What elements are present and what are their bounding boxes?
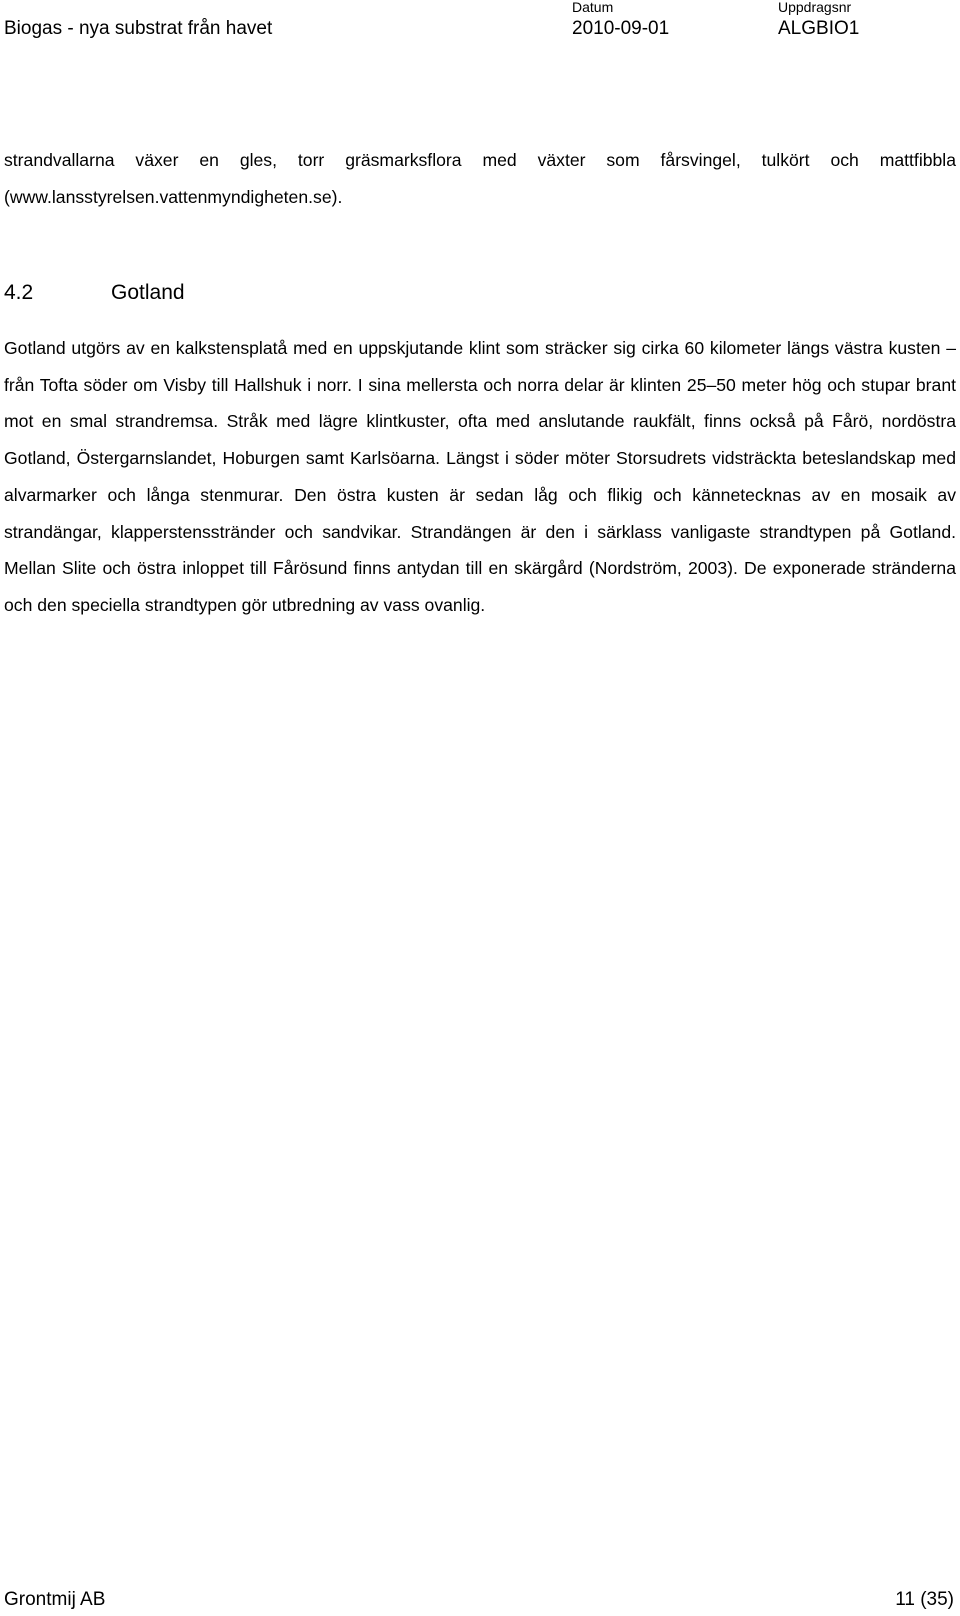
section-number: 4.2 [4,281,34,304]
paragraph-gotland: Gotland utgörs av en kalkstensplatå med en uppskjutande klint som sträcker sig cirka 60 kilometer längs västra kusten – från Tofta söder om Visby till Hallshuk i norr. I sina mellersta och norra delar är klinten 25–50 meter hög och stupar brant mot en smal strandremsa. Stråk med lägre klintkuster, ofta med anslutande raukfält, finns också på Fårö, nordöstra Gotland, Östergarnslandet, Hoburgen samt Karlsöarna. Längst i söder möter Storsudrets vidsträckta beteslandskap med alvarmarker och långa stenmurar. Den östra kusten är sedan låg och flikig och kännetecknas av en mosaik av strandängar, klapperstensstränder och sandvikar. Strandängen är den i särklass vanligaste strandtypen på Gotland. Mellan Slite och östra inloppet till Fårösund finns antydan till en skärgård (Nordström, 2003). De exponerade stränderna och den speciella strandtypen gör utbredning av vass ovanlig. [4,338,956,615]
date-label: Datum [572,0,614,15]
footer-page-number: 11 (35) [895,1589,954,1610]
section-title: Gotland [111,281,185,304]
assignment-label: Uppdragsnr [778,0,852,15]
footer-company: Grontmij AB [4,1589,106,1610]
date-value: 2010-09-01 [572,18,670,39]
header-assignment-number [778,0,859,41]
header-date [572,0,669,41]
section-heading [4,279,185,307]
document-title: Biogas - nya substrat från havet [4,18,273,39]
assignment-value: ALGBIO1 [778,18,860,39]
paragraph-continuation: strandvallarna växer en gles, torr gräsmarksflora med växter som fårsvingel, tulkört och mattfibbla (www.lansstyrelsen.vattenmyndigheten.se). [4,150,956,207]
